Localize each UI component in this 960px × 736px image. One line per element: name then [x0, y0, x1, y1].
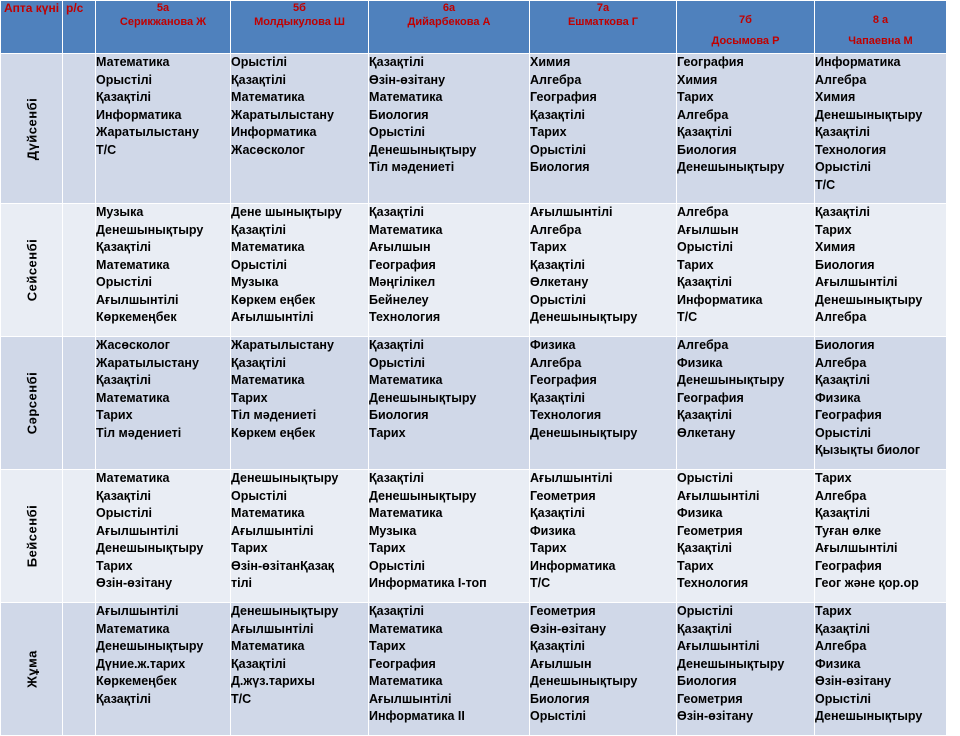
subject-item: Жаратылыстану	[231, 338, 334, 352]
subject-item: Ағылшынтілі	[96, 292, 179, 307]
subject-item: Химия	[530, 55, 571, 69]
subject-item: Ағылшын	[677, 222, 739, 237]
subject-item: Қазақтілі	[96, 240, 151, 254]
class-name: 5б	[293, 2, 306, 14]
subject-item: Ағылшынтілі	[369, 691, 452, 706]
subject-item: Қазақтілі	[677, 275, 732, 289]
class-name: 8 а	[872, 14, 889, 26]
subject-item: Қазақтілі	[815, 125, 870, 139]
subject-item: Тарих	[231, 541, 268, 555]
subject-item: Орыстілі	[231, 257, 287, 272]
subject-item: Өзін-өзітану	[530, 621, 607, 636]
subject-item: Информатика	[231, 125, 317, 139]
subject-item: Ағылшынтілі	[96, 604, 179, 618]
subject-item: Ағылшын	[530, 656, 592, 671]
subject-item: Математика	[369, 674, 443, 688]
subject-item: Биология	[815, 338, 875, 352]
subject-item: Математика	[231, 90, 305, 104]
subject-item: Алгебра	[677, 338, 729, 352]
teacher-name: Серикжанова Ж	[119, 16, 207, 28]
subjects-cell	[96, 470, 231, 603]
subject-item: Информатика	[677, 292, 763, 307]
subject-item: Технология	[677, 576, 749, 590]
lesson-number-cell	[63, 54, 96, 204]
teacher-name: Чапаевна М	[848, 35, 913, 47]
subject-item: Тарих	[677, 257, 714, 272]
subject-item: Т/С	[96, 142, 117, 157]
subject-item: Математика	[231, 639, 305, 653]
subject-item: Алгебра	[677, 205, 729, 219]
subject-item: Жасөсколог	[231, 142, 305, 157]
subject-item: Өзін-өзітанҚазақ	[231, 558, 335, 573]
subject-item: Дүние.ж.тарих	[96, 656, 186, 671]
day-row	[1, 470, 947, 603]
subject-item: Қазақтілі	[677, 541, 732, 555]
subject-item: Тарих	[530, 125, 567, 139]
subjects-cell	[815, 470, 947, 603]
subject-item: Денешынықтыру	[530, 310, 638, 324]
subject-item: Денешынықтыру	[815, 292, 923, 307]
subject-item: Қызықты биолог	[815, 443, 921, 457]
subject-item: Ағылшынтілі	[530, 205, 613, 219]
class-header	[231, 1, 369, 54]
subject-item: Жаратылыстану	[231, 107, 334, 122]
subject-item: Орыстілі	[96, 506, 152, 520]
subject-item: Орыстілі	[231, 55, 287, 69]
subject-item: Денешынықтыру	[231, 471, 339, 485]
subject-item: Физика	[530, 338, 576, 352]
subject-item: Ағылшынтілі	[815, 541, 898, 555]
day-name-cell	[1, 204, 63, 337]
lesson-number-cell	[63, 337, 96, 470]
subject-item: Геог және қор.ор	[815, 576, 919, 590]
teacher-name: Ешматкова Г	[567, 16, 639, 28]
subject-item: Математика	[96, 621, 170, 636]
subject-item: Алгебра	[677, 107, 729, 122]
day-name: Сейсенбі	[24, 238, 39, 302]
subject-item: География	[677, 55, 744, 69]
day-name: Бейсенбі	[24, 504, 39, 568]
subjects-cell	[530, 204, 677, 337]
teacher-name: Дийарбекова А	[407, 16, 491, 28]
day-row	[1, 54, 947, 204]
subject-item: Көркемеңбек	[96, 310, 177, 324]
subject-item: Туған өлке	[815, 523, 882, 538]
subject-item: Көркемеңбек	[96, 674, 177, 688]
subject-item: Физика	[815, 656, 861, 671]
subjects-cell	[96, 603, 231, 736]
subject-item: Денешынықтыру	[96, 639, 204, 653]
subject-item: Биология	[369, 408, 429, 422]
subject-item: Денешынықтыру	[369, 390, 477, 405]
subjects-cell	[530, 470, 677, 603]
subject-item: Денешынықтыру	[815, 107, 923, 122]
subject-item: Физика	[677, 355, 723, 370]
subject-item: Қазақтілі	[530, 506, 585, 520]
subject-item: Математика	[369, 90, 443, 104]
subject-item: Қазақтілі	[231, 355, 286, 370]
subject-item: Қазақтілі	[530, 390, 585, 405]
subject-item: Орыстілі	[677, 604, 733, 618]
subject-item: Тарих	[96, 558, 133, 573]
subject-item: Денешынықтыру	[815, 709, 923, 723]
subject-item: Биология	[815, 257, 875, 272]
subject-item: Информатика ІІ	[369, 709, 465, 723]
class-name: 6а	[442, 2, 456, 14]
subject-item: Тарих	[815, 222, 852, 237]
subject-item: Қазақтілі	[677, 125, 732, 139]
subjects-cell	[677, 470, 815, 603]
subject-item: Биология	[369, 107, 429, 122]
subject-item: Денешынықтыру	[530, 674, 638, 688]
subject-item: Геометрия	[677, 523, 743, 538]
subject-item: Жаратылыстану	[96, 125, 199, 139]
subjects-cell	[96, 337, 231, 470]
subject-item: Алгебра	[815, 355, 867, 370]
day-name: Сәрсенбі	[24, 371, 39, 435]
subject-item: Денешынықтыру	[231, 604, 339, 618]
subjects-cell	[369, 54, 530, 204]
subject-item: Орыстілі	[369, 125, 425, 139]
subject-item: Қазақтілі	[96, 488, 151, 503]
subject-item: Мәңгілікел	[369, 275, 436, 289]
timetable-body	[1, 54, 947, 736]
class-header	[369, 1, 530, 54]
subject-item: Денешынықтыру	[677, 656, 785, 671]
subject-item: Химия	[815, 90, 856, 104]
subject-item: Қазақтілі	[530, 107, 585, 122]
subject-item: Информатика	[815, 55, 901, 69]
subject-item: Ағылшынтілі	[677, 639, 760, 653]
subject-item: Алгебра	[530, 222, 582, 237]
subject-item: Өлкетану	[677, 425, 736, 440]
subject-item: Тарих	[677, 558, 714, 573]
subjects-cell	[231, 470, 369, 603]
day-name-cell	[1, 470, 63, 603]
day-name-cell	[1, 54, 63, 204]
subjects-cell	[231, 54, 369, 204]
subject-item: Орыстілі	[530, 709, 586, 723]
subject-item: Орыстілі	[231, 488, 287, 503]
subject-item: География	[815, 558, 882, 573]
subjects-cell	[369, 603, 530, 736]
subject-item: Қазақтілі	[369, 338, 424, 352]
subject-item: Қазақтілі	[815, 373, 870, 387]
day-name-cell	[1, 603, 63, 736]
subject-item: Ағылшын	[369, 240, 431, 254]
day-row	[1, 337, 947, 470]
subject-item: Музыка	[231, 275, 279, 289]
subject-item: Тарих	[369, 541, 406, 555]
subject-item: Өлкетану	[530, 275, 589, 289]
subject-item: Математика	[96, 257, 170, 272]
subjects-cell	[369, 337, 530, 470]
subject-item: Ағылшынтілі	[96, 523, 179, 538]
subjects-cell	[96, 204, 231, 337]
subject-item: Математика	[96, 390, 170, 405]
subject-item: Алгебра	[815, 488, 867, 503]
subjects-cell	[231, 337, 369, 470]
subject-item: Қазақтілі	[369, 471, 424, 485]
subject-item: Ағылшынтілі	[231, 523, 314, 538]
subject-item: Тарих	[677, 90, 714, 104]
subject-item: Денешынықтыру	[369, 488, 477, 503]
subject-item: Ағылшынтілі	[530, 471, 613, 485]
subject-item: Физика	[677, 506, 723, 520]
subject-item: Тарих	[369, 425, 406, 440]
subject-item: Орыстілі	[677, 471, 733, 485]
subject-item: Орыстілі	[815, 425, 871, 440]
subject-item: География	[677, 390, 744, 405]
subject-item: Ағылшынтілі	[231, 310, 314, 324]
subject-item: Жасөсколог	[96, 338, 170, 352]
lesson-number-cell	[63, 204, 96, 337]
day-name-cell	[1, 337, 63, 470]
subject-item: Қазақтілі	[530, 639, 585, 653]
subjects-cell	[815, 54, 947, 204]
subject-item: Биология	[677, 142, 737, 157]
subject-item: Информатика І-топ	[369, 576, 487, 590]
subjects-cell	[677, 54, 815, 204]
subject-item: Тарих	[369, 639, 406, 653]
subject-item: Математика	[96, 471, 170, 485]
subject-item: Музыка	[96, 205, 144, 219]
subjects-cell	[815, 337, 947, 470]
subject-item: Орыстілі	[815, 691, 871, 706]
subject-item: Технология	[369, 310, 441, 324]
subject-item: Тарих	[815, 471, 852, 485]
subject-item: Қазақтілі	[369, 604, 424, 618]
subject-item: Ағылшынтілі	[231, 621, 314, 636]
subject-item: География	[369, 656, 436, 671]
subject-item: Т/С	[530, 576, 551, 590]
subject-item: Математика	[369, 222, 443, 237]
subjects-cell	[96, 54, 231, 204]
subject-item: Денешынықтыру	[96, 541, 204, 555]
subject-item: Физика	[530, 523, 576, 538]
subject-item: Орыстілі	[96, 275, 152, 289]
subject-item: Өзін-өзітану	[677, 709, 754, 723]
subject-item: Алгебра	[815, 310, 867, 324]
subjects-cell	[677, 603, 815, 736]
subjects-cell	[231, 204, 369, 337]
subjects-cell	[231, 603, 369, 736]
subject-item: Тіл мәдениеті	[231, 408, 317, 422]
subject-item: Өзін-өзітану	[369, 72, 446, 87]
subject-item: Орыстілі	[677, 240, 733, 254]
subject-item: Математика	[369, 506, 443, 520]
subject-item: Тіл мәдениеті	[96, 425, 182, 440]
subject-item: География	[815, 408, 882, 422]
subjects-cell	[530, 603, 677, 736]
subject-item: Денешынықтыру	[530, 425, 638, 440]
subject-item: Қазақтілі	[231, 72, 286, 87]
subject-item: Бейнелеу	[369, 292, 429, 307]
subject-item: Көркем еңбек	[231, 425, 316, 440]
subjects-cell	[677, 204, 815, 337]
subject-item: Өзін-өзітану	[815, 674, 892, 688]
subject-item: Қазақтілі	[677, 621, 732, 636]
subject-item: География	[530, 373, 597, 387]
subject-item: Тіл мәдениеті	[369, 160, 455, 174]
subject-item: Орыстілі	[369, 355, 425, 370]
subject-item: Қазақтілі	[369, 55, 424, 69]
subject-item: Т/С	[231, 691, 252, 706]
lesson-number-cell	[63, 603, 96, 736]
subjects-cell	[530, 54, 677, 204]
subject-item: Технология	[530, 408, 602, 422]
teacher-name: Досымова Р	[711, 35, 780, 47]
subject-item: Геометрия	[677, 691, 743, 706]
subject-item: Алгебра	[815, 72, 867, 87]
subject-item: Қазақтілі	[369, 205, 424, 219]
subject-item: Орыстілі	[96, 72, 152, 87]
class-header	[677, 1, 815, 54]
subject-item: Биология	[530, 691, 590, 706]
subject-item: Тарих	[530, 240, 567, 254]
subject-item: тілі	[231, 576, 253, 590]
subject-item: Өзін-өзітану	[96, 576, 173, 590]
subjects-cell	[369, 204, 530, 337]
subject-item: География	[369, 257, 436, 272]
header-row	[1, 1, 947, 54]
teacher-name: Молдыкулова Ш	[254, 16, 345, 28]
subject-item: Денешынықтыру	[677, 373, 785, 387]
subject-item: Қазақтілі	[815, 506, 870, 520]
subject-item: Қазақтілі	[677, 408, 732, 422]
subject-item: Геометрия	[530, 604, 596, 618]
subjects-cell	[815, 204, 947, 337]
subject-item: Орыстілі	[815, 160, 871, 174]
subject-item: Орыстілі	[530, 292, 586, 307]
subjects-cell	[677, 337, 815, 470]
subject-item: Д.жүз.тарихы	[231, 674, 315, 688]
subject-item: Тарих	[231, 390, 268, 405]
subject-item: Алгебра	[815, 639, 867, 653]
subject-item: Орыстілі	[369, 558, 425, 573]
subject-item: Денешынықтыру	[369, 142, 477, 157]
subject-item: Қазақтілі	[96, 90, 151, 104]
subject-item: Биология	[530, 160, 590, 174]
subject-item: Көркем еңбек	[231, 292, 316, 307]
subject-item: Информатика	[96, 107, 182, 122]
subject-item: Қазақтілі	[96, 691, 151, 706]
subject-item: Тарих	[530, 541, 567, 555]
subject-item: Ағылшынтілі	[815, 275, 898, 289]
subject-item: Алгебра	[530, 355, 582, 370]
subject-item: Қазақтілі	[231, 222, 286, 237]
subjects-cell	[815, 603, 947, 736]
subject-item: Физика	[815, 390, 861, 405]
subject-item: Т/С	[677, 310, 698, 324]
day-row	[1, 603, 947, 736]
number-column-header: р/с	[63, 1, 96, 54]
subject-item: Математика	[231, 506, 305, 520]
subject-item: Қазақтілі	[815, 621, 870, 636]
subject-item: Т/С	[815, 177, 836, 192]
subject-item: Математика	[369, 373, 443, 387]
subject-item: Музыка	[369, 523, 417, 538]
subject-item: Тарих	[96, 408, 133, 422]
subject-item: Химия	[815, 240, 856, 254]
class-name: 7а	[596, 2, 610, 14]
subject-item: Тарих	[815, 604, 852, 618]
subject-item: Қазақтілі	[815, 205, 870, 219]
subject-item: Жаратылыстану	[96, 355, 199, 370]
subject-item: Математика	[96, 55, 170, 69]
subject-item: Математика	[231, 373, 305, 387]
subject-item: Геометрия	[530, 488, 596, 503]
subject-item: Химия	[677, 72, 718, 87]
day-name: Дүйсенбі	[24, 97, 39, 160]
day-row	[1, 204, 947, 337]
subject-item: Орыстілі	[530, 142, 586, 157]
subject-item: Қазақтілі	[96, 373, 151, 387]
subject-item: География	[530, 90, 597, 104]
subject-item: Информатика	[530, 558, 616, 573]
class-header	[96, 1, 231, 54]
subject-item: Алгебра	[530, 72, 582, 87]
subject-item: Денешынықтыру	[96, 222, 204, 237]
subject-item: Денешынықтыру	[677, 160, 785, 174]
subject-item: Математика	[369, 621, 443, 636]
class-name: 5а	[156, 2, 170, 14]
subjects-cell	[369, 470, 530, 603]
subject-item: Биология	[677, 674, 737, 688]
subject-item: Дене шынықтыру	[231, 205, 342, 219]
class-name: 7б	[739, 14, 752, 26]
subject-item: Қазақтілі	[231, 656, 286, 671]
subjects-cell	[530, 337, 677, 470]
subject-item: Математика	[231, 240, 305, 254]
day-column-header: Апта күні	[1, 1, 63, 54]
subject-item: Технология	[815, 142, 887, 157]
subject-item: Ағылшынтілі	[677, 488, 760, 503]
class-header	[530, 1, 677, 54]
day-name: Жұма	[24, 650, 39, 688]
class-header	[815, 1, 947, 54]
subject-item: Қазақтілі	[530, 257, 585, 272]
lesson-number-cell	[63, 470, 96, 603]
